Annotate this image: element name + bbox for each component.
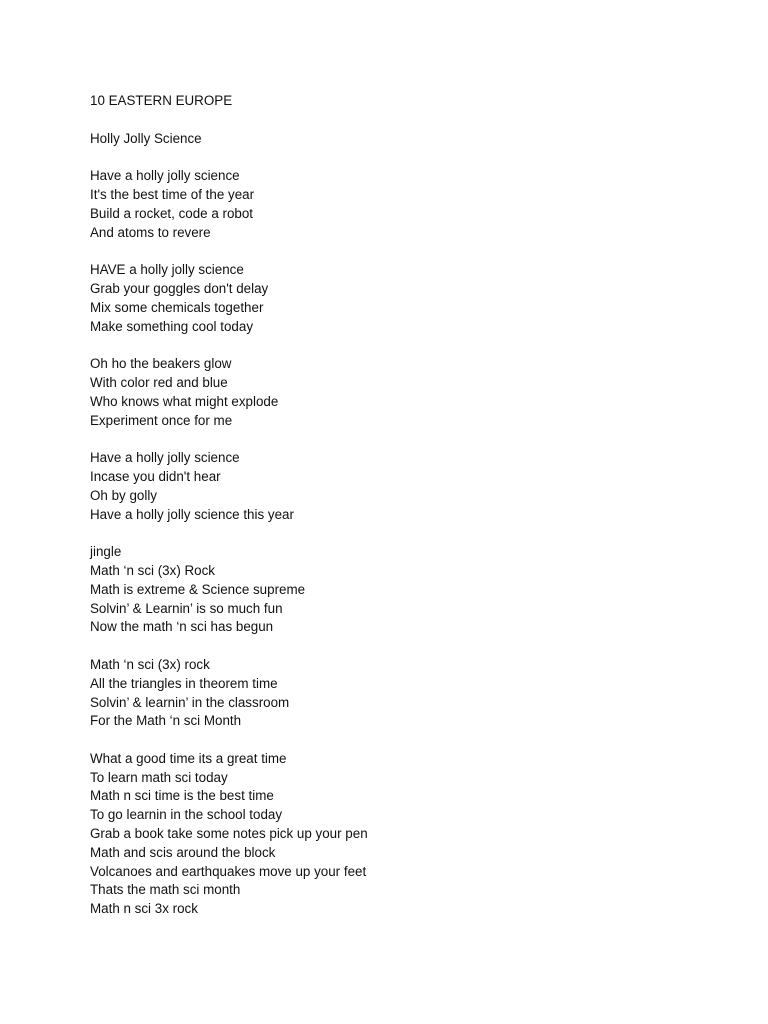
lyric-line: And atoms to revere	[90, 224, 211, 240]
stanza-2	[90, 261, 690, 336]
lyric-line: Math n sci 3x rock	[90, 901, 198, 917]
lyric-line: Thats the math sci month	[90, 882, 241, 898]
lyric-line: Oh ho the beakers glow	[90, 356, 232, 372]
lyric-line: Oh by golly	[90, 487, 157, 503]
lyric-line: Now the math ‘n sci has begun	[90, 619, 274, 635]
lyric-line: Have a holly jolly science this year	[90, 506, 294, 522]
stanza-6	[90, 656, 690, 731]
song-title: Holly Jolly Science	[90, 130, 202, 146]
document-heading-block	[90, 92, 690, 111]
lyric-line: All the triangles in theorem time	[90, 675, 278, 691]
stanza-5	[90, 543, 690, 637]
lyric-line: Math and scis around the block	[90, 844, 276, 860]
document-body	[90, 92, 690, 919]
lyric-line: To go learnin in the school today	[90, 807, 283, 823]
lyric-line: To learn math sci today	[90, 769, 228, 785]
stanza-1	[90, 167, 690, 242]
lyric-line: Math is extreme & Science supreme	[90, 581, 306, 597]
lyric-line: Experiment once for me	[90, 412, 233, 428]
lyric-line: With color red and blue	[90, 374, 228, 390]
song-title-block	[90, 130, 690, 149]
lyric-line: Incase you didn't hear	[90, 468, 221, 484]
lyric-line: Who knows what might explode	[90, 393, 279, 409]
lyric-line: Have a holly jolly science	[90, 450, 240, 466]
lyric-line: Have a holly jolly science	[90, 168, 240, 184]
lyric-line: Math n sci time is the best time	[90, 788, 274, 804]
lyric-line: Grab a book take some notes pick up your pen	[90, 826, 368, 842]
stanza-4	[90, 449, 690, 524]
lyric-line: For the Math ‘n sci Month	[90, 713, 242, 729]
stanza-7	[90, 750, 690, 919]
lyric-line: Grab your goggles don't delay	[90, 280, 269, 296]
lyric-line: HAVE a holly jolly science	[90, 262, 244, 278]
stanza-3	[90, 355, 690, 430]
lyric-line: Build a rocket, code a robot	[90, 205, 254, 221]
lyric-line: Volcanoes and earthquakes move up your feet	[90, 863, 367, 879]
lyric-line: What a good time its a great time	[90, 750, 287, 766]
lyric-line: Math ‘n sci (3x) Rock	[90, 562, 216, 578]
lyric-line: Mix some chemicals together	[90, 299, 264, 315]
lyric-line: It's the best time of the year	[90, 186, 255, 202]
lyric-line: jingle	[90, 544, 122, 560]
document-heading: 10 EASTERN EUROPE	[90, 93, 233, 108]
lyric-line: Solvin’ & learnin’ in the classroom	[90, 694, 290, 710]
lyric-line: Solvin’ & Learnin’ is so much fun	[90, 600, 283, 616]
lyric-line: Make something cool today	[90, 318, 254, 334]
lyric-line: Math ‘n sci (3x) rock	[90, 656, 210, 672]
